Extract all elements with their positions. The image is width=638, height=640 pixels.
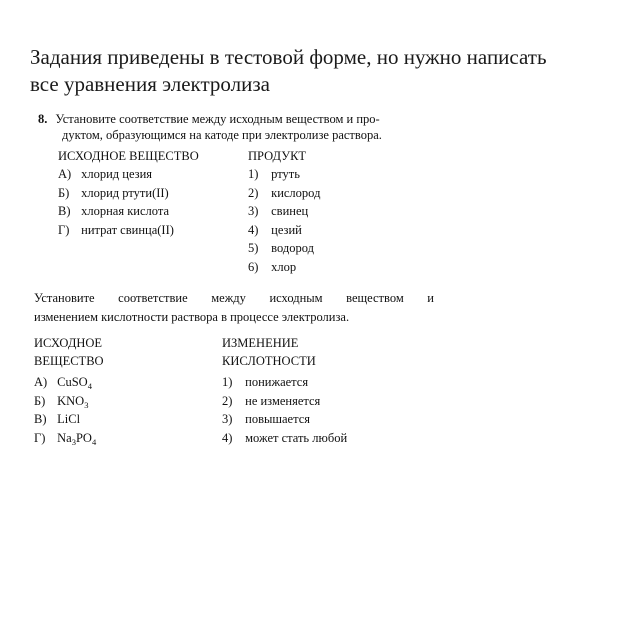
- heading-line-2: все уравнения электролиза: [30, 72, 270, 96]
- task2-changes-column: [222, 334, 347, 447]
- option-label: 1): [248, 167, 259, 181]
- option-text: свинец: [271, 204, 309, 218]
- option-label: В): [58, 204, 71, 218]
- option-text: может стать любой: [245, 430, 348, 445]
- option-label: 6): [248, 259, 259, 274]
- task8-product-1: [248, 165, 320, 184]
- option-label: 5): [248, 241, 259, 255]
- option-label: Б): [34, 393, 46, 408]
- task8-question: [38, 111, 478, 143]
- option-label: 2): [248, 185, 259, 200]
- task2-text-line-2: изменением кислотности раствора в процессе электролиза.: [34, 310, 350, 324]
- task8-left-header: ИСХОДНОЕ ВЕЩЕСТВО: [58, 149, 199, 163]
- page-heading: [30, 44, 630, 98]
- option-label: 4): [222, 430, 233, 445]
- task8-product-4: [248, 221, 320, 240]
- task8-substances-column: [58, 147, 199, 239]
- option-label: 1): [222, 375, 233, 389]
- task2-substance-c: [34, 410, 104, 429]
- option-label: Б): [58, 185, 70, 200]
- formula: CuSO: [57, 375, 88, 389]
- option-label: 3): [222, 412, 233, 426]
- task8-substance-b: [58, 184, 199, 203]
- task2-right-header-line-1: ИЗМЕНЕНИЕ: [222, 336, 299, 350]
- option-text: кислород: [271, 185, 321, 200]
- option-text: ртуть: [271, 167, 300, 181]
- formula-subscript-2: 4: [91, 436, 97, 447]
- option-text: хлор: [271, 259, 297, 274]
- option-text: повышается: [245, 412, 310, 426]
- task2-change-1: [222, 373, 347, 392]
- task2-question: [34, 289, 434, 327]
- task2-substance-b: [34, 392, 104, 411]
- task2-text-line-1: Установите соответствие между исходным веществом и: [34, 291, 434, 305]
- option-label: Г): [34, 430, 46, 445]
- task2-change-3: [222, 410, 347, 429]
- task8-right-header: ПРОДУКТ: [248, 149, 307, 163]
- task8-products-column: [248, 147, 320, 276]
- formula: KNO: [57, 393, 85, 408]
- task8-text-line-2: дуктом, образующимся на катоде при электролизе раствора.: [62, 128, 382, 142]
- option-text: хлорид ртути(II): [81, 185, 169, 200]
- task8-text-line-1: Установите соответствие между исходным веществом и про-: [55, 112, 380, 126]
- option-text: водород: [271, 241, 314, 255]
- task2-right-header-line-2: КИСЛОТНОСТИ: [222, 354, 316, 368]
- formula-tail: PO: [75, 430, 92, 445]
- option-text: хлорная кислота: [81, 204, 170, 218]
- task8-substance-a: [58, 165, 199, 184]
- option-label: 3): [248, 204, 259, 218]
- task8-product-5: [248, 239, 320, 258]
- formula: LiCl: [57, 412, 81, 426]
- task8-number: 8.: [38, 112, 48, 126]
- task8-product-6: [248, 258, 320, 277]
- task2-substances-column: [34, 334, 104, 447]
- option-label: В): [34, 412, 47, 426]
- task8-substance-d: [58, 221, 199, 240]
- option-label: А): [34, 375, 48, 389]
- formula-subscript: 4: [87, 381, 92, 391]
- formula: Na: [57, 430, 72, 445]
- task2-left-header-line-1: ИСХОДНОЕ: [34, 336, 103, 350]
- option-text: не изменяется: [245, 393, 321, 408]
- task2-change-2: [222, 392, 347, 411]
- option-label: 4): [248, 222, 259, 237]
- task2-substance-d: [34, 429, 104, 448]
- task2-left-header-line-2: ВЕЩЕСТВО: [34, 354, 104, 368]
- formula-subscript: 3: [71, 436, 76, 447]
- option-text: нитрат свинца(II): [81, 222, 174, 237]
- task2-substance-a: [34, 373, 104, 392]
- task2-change-4: [222, 429, 347, 448]
- option-text: хлорид цезия: [81, 167, 153, 181]
- heading-line-1: Задания приведены в тестовой форме, но нужно написать: [30, 45, 547, 69]
- task8-product-2: [248, 184, 320, 203]
- task8-substance-c: [58, 202, 199, 221]
- option-text: понижается: [245, 375, 309, 389]
- option-label: А): [58, 167, 72, 181]
- formula-subscript: 3: [84, 399, 89, 410]
- option-label: Г): [58, 222, 70, 237]
- option-label: 2): [222, 393, 233, 408]
- option-text: цезий: [271, 222, 302, 237]
- task8-product-3: [248, 202, 320, 221]
